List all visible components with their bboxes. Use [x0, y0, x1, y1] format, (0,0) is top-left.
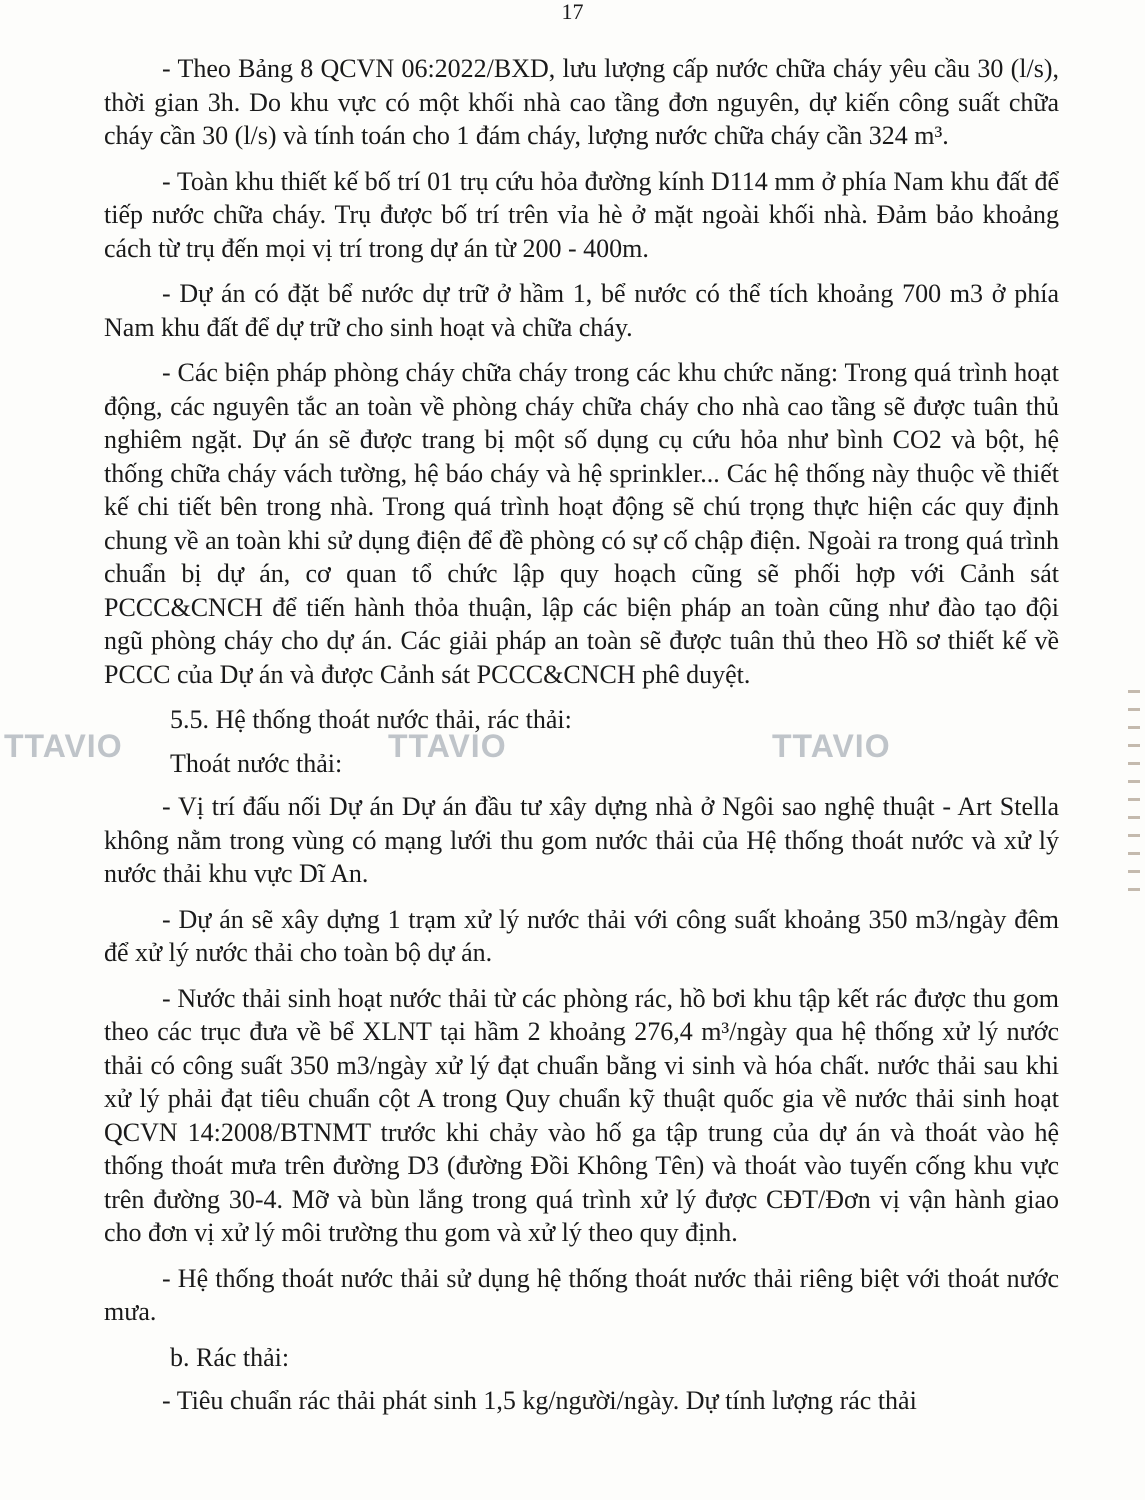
watermark-center: TTAVIO	[388, 728, 507, 764]
paragraph-fire-hydrant: - Toàn khu thiết kế bố trí 01 trụ cứu hỏa đường kính D114 mm ở phía Nam khu đất để tiếp nước chữa cháy. Trụ được bố trí trên vỉa hè ở mặt ngoài khối nhà. Đảm bảo khoảng cách từ trụ đến mọi vị trí trong dự án từ 200 - 400m.	[104, 166, 1059, 263]
paragraph-connection-point: - Vị trí đấu nối Dự án Dự án đầu tư xây dựng nhà ở Ngôi sao nghệ thuật - Art Stella không nằm trong vùng có mạng lưới thu gom nước thải của Hệ thống thoát nước và xử lý nước thải khu vực Dĩ An.	[104, 792, 1059, 888]
subheading-wastewater-drainage: Thoát nước thải:	[170, 748, 343, 778]
paragraph-fire-prevention-measures: - Các biện pháp phòng cháy chữa cháy trong các khu chức năng: Trong quá trình hoạt động, các nguyên tắc an toàn về phòng cháy chữa cháy cho nhà cao tầng sẽ được tuân thủ nghiêm ngặt. Dự án sẽ được trang bị một số dụng cụ cứu hỏa như bình CO2 và bột, hệ thống chữa cháy vách tường, hệ báo cháy và hệ sprinkler... Các hệ thống này thuộc về thiết kế chi tiết bên trong nhà. Trong quá trình hoạt động sẽ chú trọng thực hiện các quy định chung về an toàn khi sử dụng điện để đề phòng có sự cố chập điện. Ngoài ra trong quá trình chuẩn bị dự án, cơ quan tổ chức lập quy hoạch cũng sẽ phối hợp với Cảnh sát PCCC&CNCH để tiến hành thỏa thuận, lập các biện pháp an toàn cũng như đào tạo đội ngũ phòng cháy cho dự án. Các giải pháp an toàn sẽ được tuân thủ theo Hồ sơ thiết kế về PCCC của Dự án và được Cảnh sát PCCC&CNCH phê duyệt.	[104, 358, 1059, 689]
paragraph-separate-drainage: - Hệ thống thoát nước thải sử dụng hệ thống thoát nước thải riêng biệt với thoát nước mưa.	[104, 1263, 1059, 1326]
paragraph-treatment-plant: - Dự án sẽ xây dựng 1 trạm xử lý nước thải với công suất khoảng 350 m3/ngày đêm để xử lý nước thải cho toàn bộ dự án.	[104, 904, 1059, 967]
paragraph-water-tank: - Dự án có đặt bể nước dự trữ ở hầm 1, bể nước có thể tích khoảng 700 m3 ở phía Nam khu đất để dự trữ cho sinh hoạt và chữa cháy.	[104, 279, 1059, 342]
scan-edge-marks	[1128, 690, 1140, 900]
paragraph-waste-standard: - Tiêu chuẩn rác thải phát sinh 1,5 kg/người/ngày. Dự tính lượng rác thải	[162, 1386, 917, 1415]
paragraph-fire-water-demand: - Theo Bảng 8 QCVN 06:2022/BXD, lưu lượng cấp nước chữa cháy yêu cầu 30 (l/s), thời gian 3h. Do khu vực có một khối nhà cao tầng đơn nguyên, dự kiến công suất chữa cháy cần 30 (l/s) và tính toán cho 1 đám cháy, lượng nước chữa cháy cần 324 m³.	[104, 54, 1059, 150]
page-number: 17	[561, 0, 584, 24]
section-heading-wastewater: 5.5. Hệ thống thoát nước thải, rác thải:	[170, 705, 572, 734]
document-body	[104, 52, 1059, 1430]
watermark-right: TTAVIO	[772, 728, 891, 764]
paragraph-domestic-wastewater: - Nước thải sinh hoạt nước thải từ các phòng rác, hồ bơi khu tập kết rác được thu gom theo các trục đưa về bể XLNT tại hầm 2 khoảng 276,4 m³/ngày qua hệ thống xử lý nước thải có công suất 350 m3/ngày xử lý đạt chuẩn bằng vi sinh và hóa chất. nước thải sau khi xử lý phải đạt tiêu chuẩn cột A trong Quy chuẩn kỹ thuật quốc gia về nước thải sinh hoạt QCVN 14:2008/BTNMT trước khi chảy vào hố ga tập trung của dự án và thoát vào hệ thống thoát mưa trên đường D3 (đường Đồi Không Tên) và thoát vào tuyến cống khu vực trên đường 30-4. Mỡ và bùn lắng trong quá trình xử lý được CĐT/Đơn vị vận hành giao cho đơn vị xử lý môi trường thu gom và xử lý theo quy định.	[104, 983, 1059, 1247]
watermark-left: TTAVIO	[4, 728, 123, 764]
subheading-solid-waste: b. Rác thải:	[170, 1342, 290, 1372]
